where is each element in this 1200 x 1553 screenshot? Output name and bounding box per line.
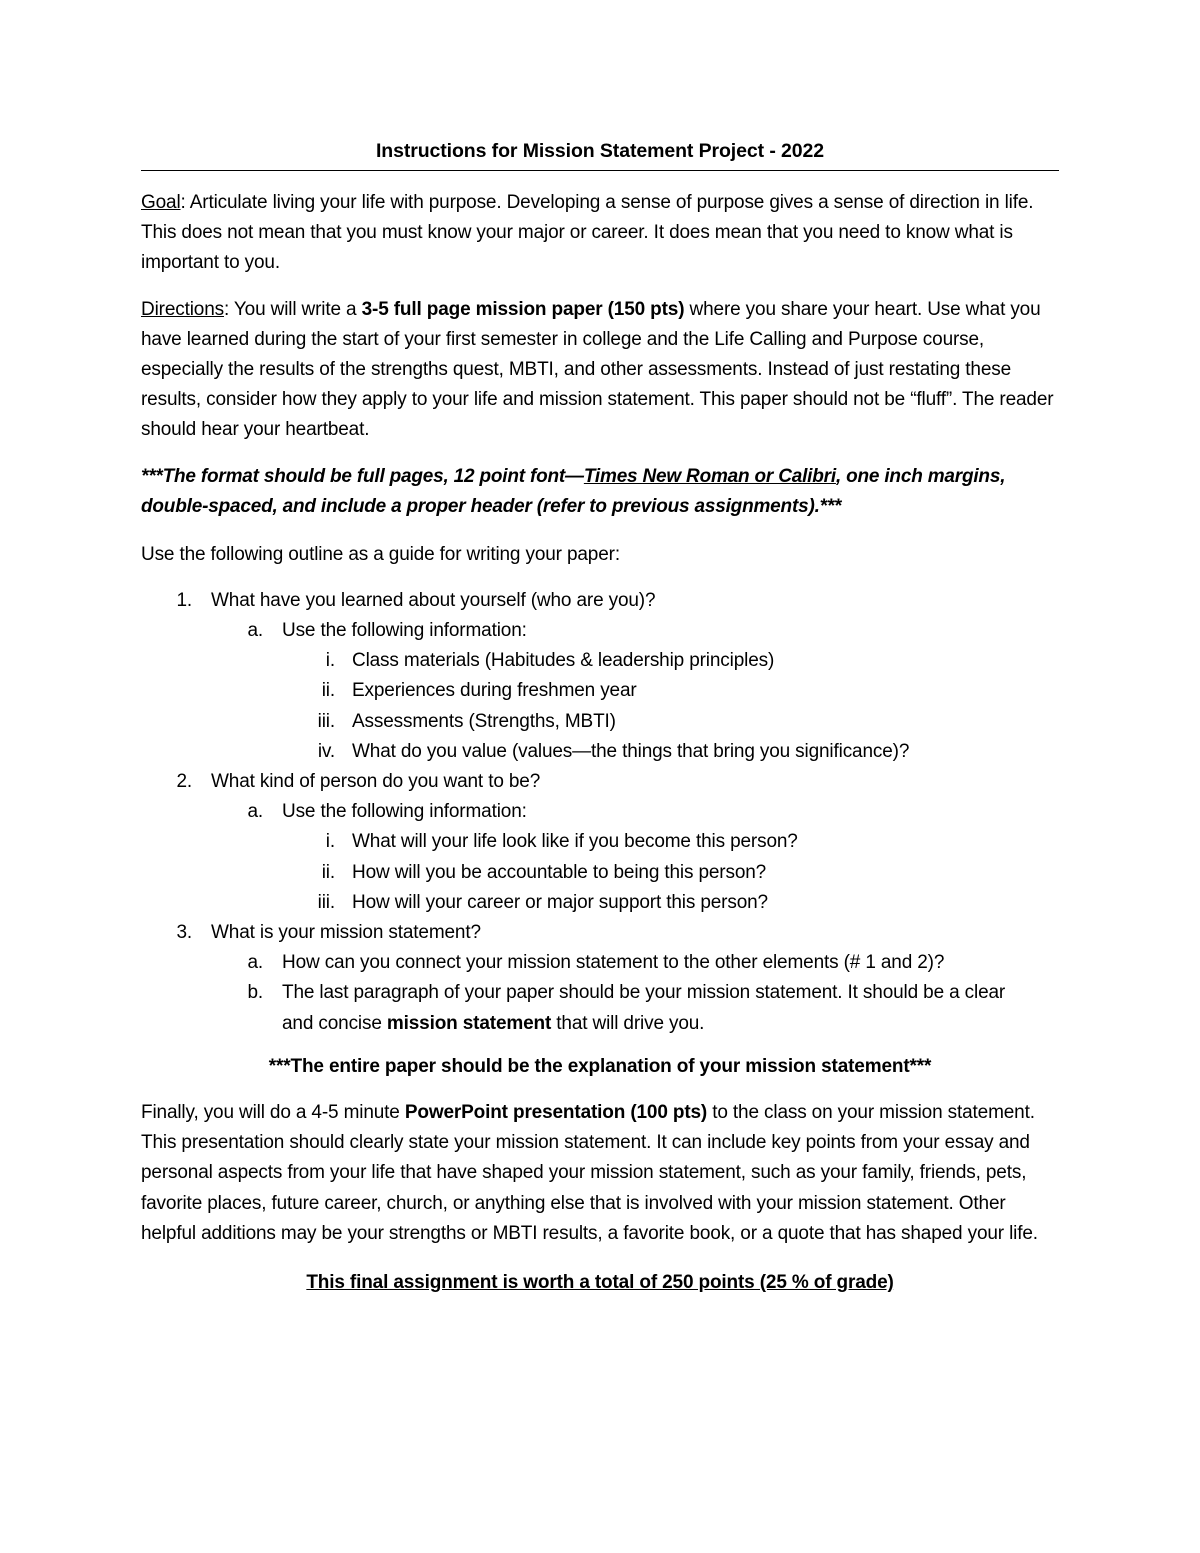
list-item-text: The last paragraph of your paper should be your mission statement. It should be a clear [282, 982, 1006, 1004]
list-number: 2. [176, 771, 192, 793]
list-number: a. [247, 620, 263, 642]
list-item-text: Use the following information: [282, 620, 527, 642]
list-item [141, 767, 1059, 797]
list-item [141, 918, 1059, 948]
list-item [141, 888, 1059, 918]
list-item [141, 586, 1059, 616]
directions-label: Directions [141, 298, 224, 320]
page-title: Instructions for Mission Statement Project - 2022 [141, 140, 1059, 171]
list-item-text: How can you connect your mission statement to the other elements (# 1 and 2)? [282, 952, 945, 974]
list-item-text: Experiences during freshmen year [352, 680, 637, 702]
goal-label: Goal [141, 192, 181, 213]
format-note-post: , one inch margins, double-spaced, and include a proper header (refer to previous assignments).*** [141, 465, 1006, 518]
list-item [141, 616, 1059, 646]
list-item [141, 646, 1059, 676]
list-number: 3. [176, 922, 192, 944]
final-note: This final assignment is worth a total of 250 points (25 % of grade) [306, 1272, 894, 1294]
list-item-text: What is your mission statement? [211, 922, 481, 944]
list-number: iii. [317, 891, 335, 913]
list-number: i. [325, 650, 335, 672]
presentation-paragraph [141, 1098, 1059, 1249]
document-body [141, 140, 1059, 1298]
list-number: iii. [317, 710, 335, 732]
directions-paragraph [141, 295, 1059, 446]
presentation-text-post: to the class on your mission statement. This presentation should clearly state your mission statement. It can include key points from your essay and personal aspects from your life that have shaped your mission statement, such as your family, friends, pets, favorite places, future career, church, or anything else that is involved with your mission statement. Other helpful additions may be your strengths or MBTI results, a favorite book, or a quote that has shaped your life. [141, 1102, 1038, 1244]
directions-text-post: where you share your heart. Use what you have learned during the start of your first semester in college and the Life Calling and Purpose course, especially the results of the strengths quest, MBTI, and other assessments. Instead of just restating these results, consider how they apply to your life and mission statement. This paper should not be “fluff”. The reader should hear your heartbeat. [141, 298, 1054, 441]
list-item-text: that will drive you. [551, 1012, 705, 1034]
list-number: ii. [321, 861, 335, 883]
format-note-fonts: Times New Roman or Calibri [583, 465, 836, 487]
list-item-text: Use the following information: [282, 801, 527, 823]
list-item-text: Class materials (Habitudes & leadership principles) [352, 650, 775, 672]
outline-intro: Use the following outline as a guide for writing your paper: [141, 543, 620, 565]
presentation-bold: PowerPoint presentation (100 pts) [404, 1102, 708, 1124]
list-item-text: How will you be accountable to being this person? [352, 861, 767, 883]
list-item [141, 737, 1059, 767]
list-item-text: Assessments (Strengths, MBTI) [352, 710, 616, 732]
presentation-text-pre: Finally, you will do a 4-5 minute [141, 1102, 405, 1124]
list-item-text: How will your career or major support this person? [352, 891, 768, 913]
list-number: iv. [317, 740, 335, 762]
directions-bold: 3-5 full page mission paper (150 pts) [361, 298, 685, 320]
list-number: b. [247, 982, 263, 1004]
list-number: ii. [321, 680, 335, 702]
list-number: a. [247, 801, 263, 823]
list-number: 1. [176, 589, 192, 611]
list-item [141, 827, 1059, 857]
list-item-text: and concise [282, 1012, 387, 1034]
list-number: a. [247, 952, 263, 974]
list-item [141, 858, 1059, 888]
format-note [141, 462, 1059, 523]
list-item-text: What have you learned about yourself (who are you)? [211, 589, 656, 611]
goal-text: : Articulate living your life with purpose. Developing a sense of purpose gives a sense of direction in life. This does not mean that you must know your major or career. It does mean that you need to know what is important to you. [141, 192, 1034, 274]
list-item-text: What do you value (values—the things that bring you significance)? [352, 740, 910, 762]
list-number: i. [325, 831, 335, 853]
directions-text-pre: : You will write a [223, 298, 362, 320]
format-note-pre: ***The format should be full pages, 12 point font— [141, 465, 584, 487]
list-item-text: What will your life look like if you become this person? [352, 831, 798, 853]
outline-list [141, 586, 1059, 1039]
explanation-note: ***The entire paper should be the explanation of your mission statement*** [268, 1055, 932, 1077]
list-item-bold: mission statement [386, 1012, 552, 1034]
list-item [141, 797, 1059, 827]
list-item [141, 948, 1059, 978]
list-item-text: What kind of person do you want to be? [211, 771, 541, 793]
list-item [141, 978, 1059, 1008]
goal-paragraph [141, 188, 1059, 279]
list-item-continuation [141, 1009, 1059, 1039]
list-item [141, 707, 1059, 737]
list-item [141, 676, 1059, 706]
